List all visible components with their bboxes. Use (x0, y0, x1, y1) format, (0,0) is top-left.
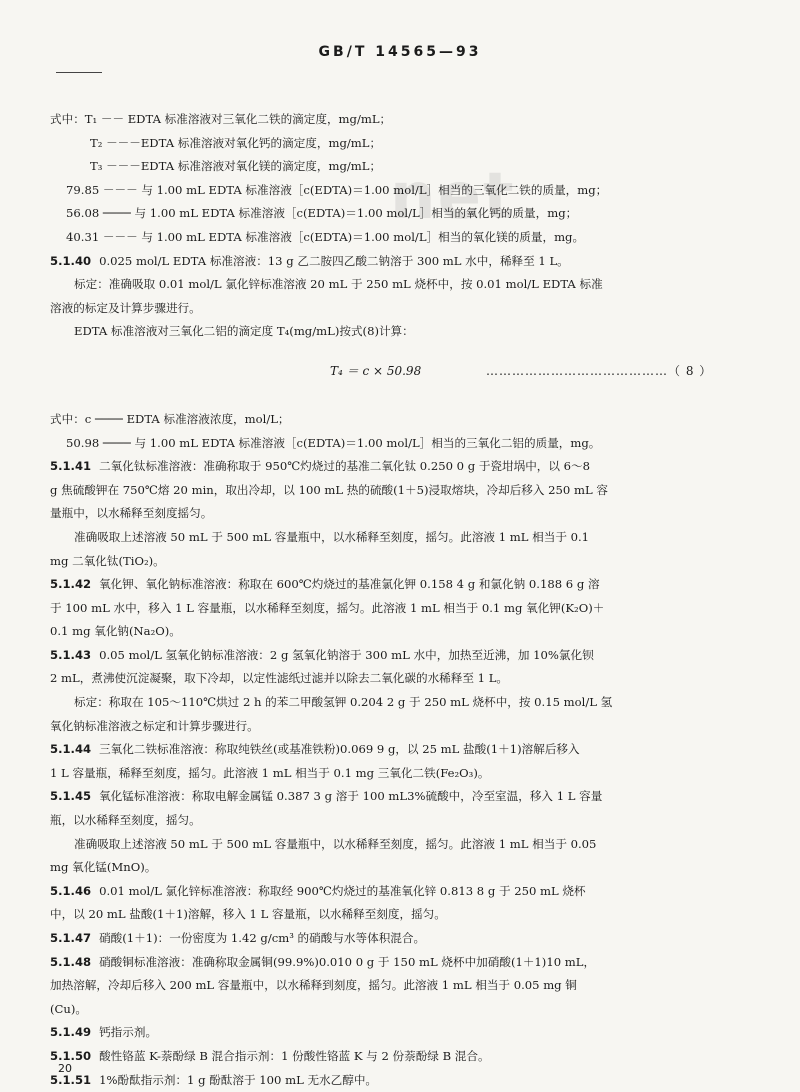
section-number: 5.1.41 (50, 459, 92, 474)
text-line: EDTA 标准溶液对三氧化二铝的滴定度 T₄(mg/mL)按式(8)计算： (74, 324, 414, 339)
header-rule (56, 72, 102, 73)
text-line: 79.85 －－－ 与 1.00 mL EDTA 标准溶液［c(EDTA)＝1.00 mol/L］相当的三氧化二铁的质量，mg； (66, 182, 608, 197)
text-line: 式中：c ──── EDTA 标准溶液浓度，mol/L； (50, 411, 290, 426)
text-line: 溶液的标定及计算步骤进行。 (50, 300, 201, 315)
formula-expression: T₄ ＝ c × 50.98 (330, 363, 422, 378)
text-line: 瓶，以水稀释至刻度，摇匀。 (50, 813, 201, 828)
formula-8 (50, 352, 755, 398)
text-line: mg 二氧化钛(TiO₂)。 (50, 553, 165, 568)
section-number: 5.1.45 (50, 789, 92, 804)
text-line: 40.31 －－－ 与 1.00 mL EDTA 标准溶液［c(EDTA)＝1.00 mol/L］相当的氧化镁的质量，mg。 (66, 229, 585, 244)
text-line: 式中：T₁ －－ EDTA 标准溶液对三氧化二铁的滴定度，mg/mL； (50, 112, 392, 126)
section-5-1-45: 5.1.45 氧化锰标准溶液：称取电解金属锰 0.387 3 g 溶于 100 mL3%硫酸中，冷至室温，移入 1 L 容量 (50, 789, 603, 804)
section-5-1-43: 5.1.43 0.05 mol/L 氢氧化钠标准溶液：2 g 氢氧化钠溶于 300 mL 水中，加热至近沸，加 10%氯化钡 (50, 647, 594, 662)
section-number: 5.1.48 (50, 954, 92, 969)
section-number: 5.1.43 (50, 647, 92, 662)
text-line: 加热溶解，冷却后移入 200 mL 容量瓶中，以水稀释到刻度，摇匀。此溶液 1 mL 相当于 0.05 mg 铜 (50, 978, 577, 993)
section-number: 5.1.47 (50, 931, 92, 945)
document-body (50, 108, 755, 1092)
section-5-1-44: 5.1.44 三氧化二铁标准溶液：称取纯铁丝(或基准铁粉)0.069 9 g，以 25 mL 盐酸(1＋1)溶解后移入 (50, 742, 580, 757)
text-line: 标定：准确吸取 0.01 mol/L 氯化锌标准溶液 20 mL 于 250 mL 烧杯中，按 0.01 mol/L EDTA 标准 (74, 277, 603, 292)
text-line: 量瓶中，以水稀释至刻度摇匀。 (50, 506, 213, 521)
watermark: net (390, 160, 516, 234)
text-line: 2 mL，煮沸使沉淀凝聚，取下冷却，以定性滤纸过滤并以除去二氧化碳的水稀释至 1 L。 (50, 671, 508, 686)
text-line: mg 氧化锰(MnO)。 (50, 860, 157, 875)
text-line: 准确吸取上述溶液 50 mL 于 500 mL 容量瓶中，以水稀释至刻度，摇匀。此溶液 1 mL 相当于 0.1 (74, 529, 590, 544)
text-line: 0.1 mg 氧化钠(Na₂O)。 (50, 624, 181, 639)
section-5-1-48: 5.1.48 硝酸铜标准溶液：准确称取金属铜(99.9%)0.010 0 g 于 150 mL 烧杯中加硝酸(1＋1)10 mL， (50, 954, 596, 969)
section-number: 5.1.51 (50, 1072, 92, 1087)
page-number: 20 (58, 1062, 72, 1075)
text-line: g 焦硫酸钾在 750℃熔 20 min，取出冷却，以 100 mL 热的硫酸(1＋5)浸取熔块，冷却后移入 250 mL 容 (50, 482, 608, 497)
text-line: 氧化钠标准溶液之标定和计算步骤进行。 (50, 718, 259, 733)
section-5-1-49: 5.1.49 钙指示剂。 (50, 1025, 158, 1040)
section-number: 5.1.40 (50, 253, 92, 268)
section-5-1-50: 5.1.50 酸性铬蓝 K-萘酚绿 B 混合指示剂：1 份酸性铬蓝 K 与 2 份萘酚绿 B 混合。 (50, 1048, 490, 1063)
section-number: 5.1.44 (50, 742, 92, 757)
text-line: 56.08 ──── 与 1.00 mL EDTA 标准溶液［c(EDTA)＝1.00 mol/L］相当的氧化钙的质量，mg； (66, 206, 578, 221)
section-5-1-51: 5.1.51 1%酚酞指示剂：1 g 酚酞溶于 100 mL 无水乙醇中。 (50, 1072, 378, 1087)
section-5-1-41: 5.1.41 二氧化钛标准溶液：准确称取于 950℃灼烧过的基准二氧化钛 0.250 0 g 于瓷坩埚中，以 6～8 (50, 459, 591, 474)
text-line: 准确吸取上述溶液 50 mL 于 500 mL 容量瓶中，以水稀释至刻度，摇匀。此溶液 1 mL 相当于 0.05 (74, 836, 597, 851)
formula-number: ……………………………………（ 8 ） (486, 363, 713, 378)
section-5-1-46: 5.1.46 0.01 mol/L 氯化锌标准溶液：称取经 900℃灼烧过的基准氧化锌 0.813 8 g 于 250 mL 烧杯 (50, 883, 586, 898)
text-line: T₂ －－－EDTA 标准溶液对氧化钙的滴定度，mg/mL； (90, 135, 382, 150)
section-5-1-42: 5.1.42 氧化钾、氧化钠标准溶液：称取在 600℃灼烧过的基准氯化钾 0.158 4 g 和氯化钠 0.188 6 g 溶 (50, 577, 600, 592)
page-header-standard-code: GB/T 14565—93 (318, 44, 482, 60)
text-line: 中，以 20 mL 盐酸(1＋1)溶解，移入 1 L 容量瓶，以水稀释至刻度，摇匀。 (50, 907, 446, 922)
section-number: 5.1.50 (50, 1048, 92, 1063)
text-line: 于 100 mL 水中，移入 1 L 容量瓶，以水稀释至刻度，摇匀。此溶液 1 mL 相当于 0.1 mg 氧化钾(K₂O)＋ (50, 600, 605, 615)
section-number: 5.1.42 (50, 577, 92, 592)
section-number: 5.1.46 (50, 883, 92, 898)
section-5-1-40: 5.1.40 0.025 mol/L EDTA 标准溶液：13 g 乙二胺四乙酸二钠溶于 300 mL 水中，稀释至 1 L。 (50, 253, 569, 268)
section-number: 5.1.49 (50, 1025, 92, 1040)
text-line: 50.98 ──── 与 1.00 mL EDTA 标准溶液［c(EDTA)＝1.00 mol/L］相当的三氧化二铝的质量，mg。 (66, 435, 601, 450)
text-line: 1 L 容量瓶，稀释至刻度，摇匀。此溶液 1 mL 相当于 0.1 mg 三氧化二铁(Fe₂O₃)。 (50, 765, 490, 780)
text-line: 标定：称取在 105～110℃烘过 2 h 的苯二甲酸氢钾 0.204 2 g 于 250 mL 烧杯中，按 0.15 mol/L 氢 (74, 695, 613, 710)
text-line: T₃ －－－EDTA 标准溶液对氧化镁的滴定度，mg/mL； (90, 159, 382, 174)
section-5-1-47: 5.1.47 硝酸(1＋1)：一份密度为 1.42 g/cm³ 的硝酸与水等体积混合。 (50, 931, 426, 945)
text-line: (Cu)。 (50, 1001, 87, 1016)
